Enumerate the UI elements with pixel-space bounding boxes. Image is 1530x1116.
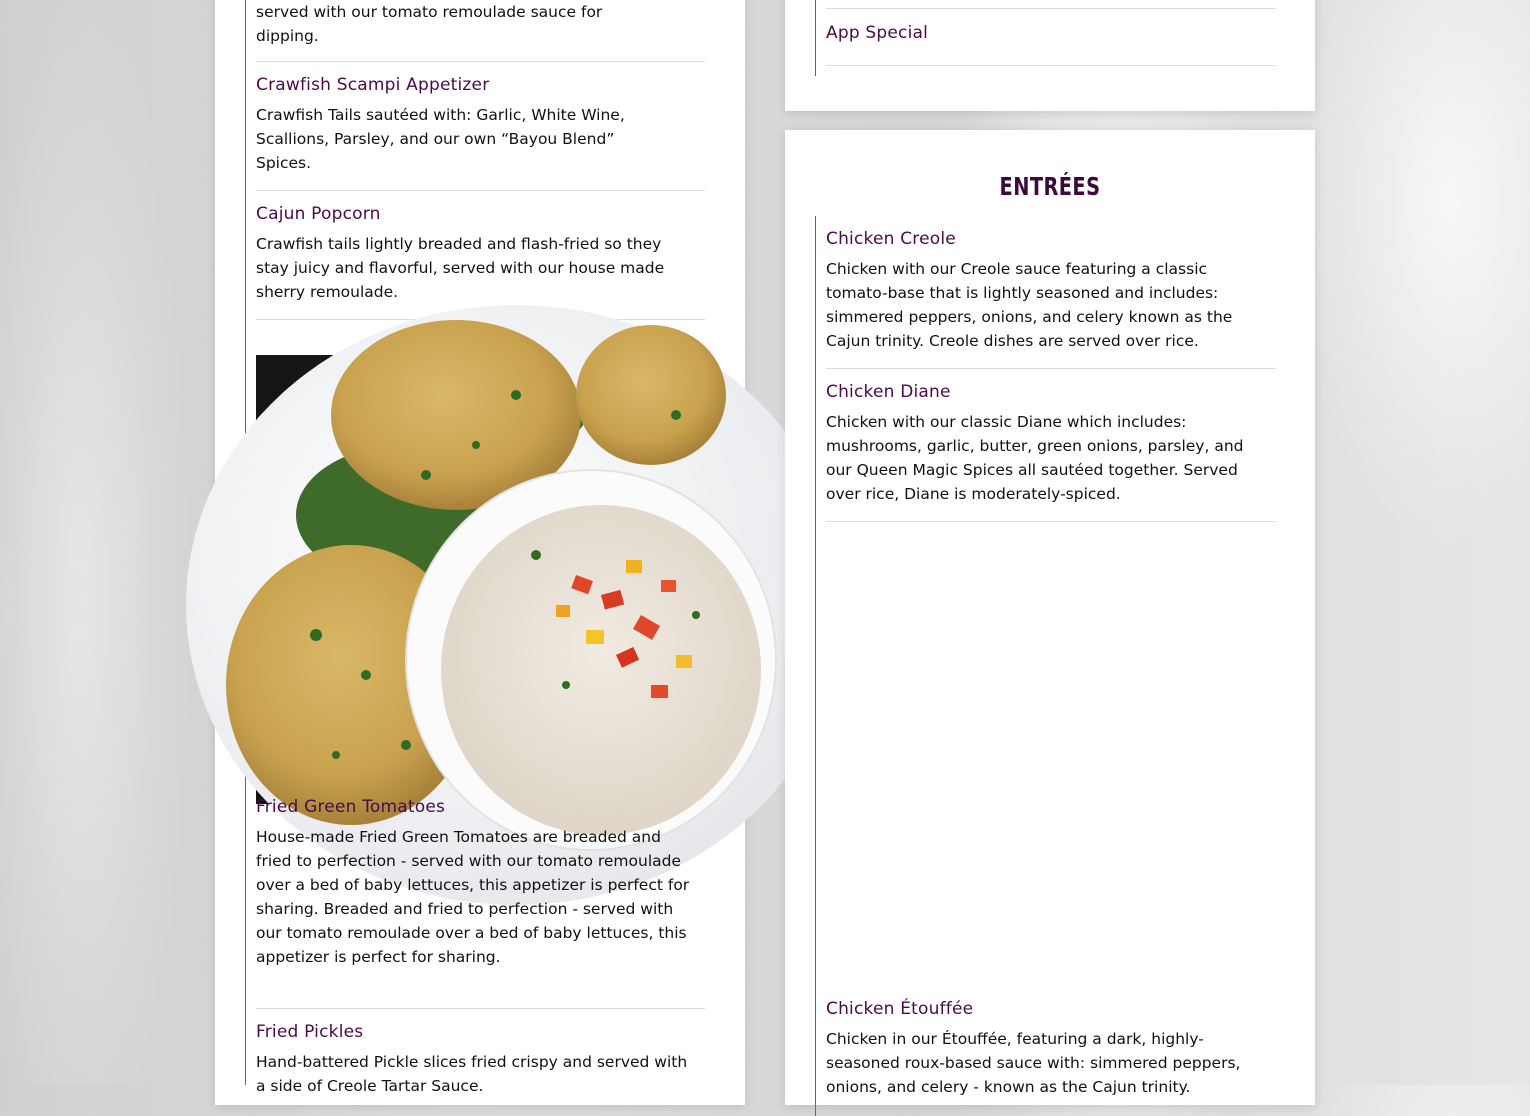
menu-item-description: House-made Fried Green Tomatoes are breaded and fried to perfection - served with our tomato remoulade over a bed of baby lettuces, this appetizer is perfect for sharing. Breaded and fried to perfection - served with our tomato remoulade over a bed of baby lettuces, this appetizer is perfect for sharing. xyxy=(256,828,690,966)
menu-item-description: Hand-battered Pickle slices fried crispy and served with a side of Creole Tartar Sauce. xyxy=(256,1053,688,1095)
menu-item-description: Chicken with our Creole sauce featuring a classic tomato-base that is lightly seasoned and includes: simmered peppers, onions, and celery known as the Cajun trinity. Creole dishes are served over rice. xyxy=(826,260,1233,350)
menu-item-title[interactable]: Chicken Creole xyxy=(826,229,956,249)
divider xyxy=(256,61,705,62)
appetizers-list xyxy=(245,0,705,1095)
menu-item-title[interactable]: Fried Green Tomatoes xyxy=(256,797,446,817)
divider xyxy=(826,8,1275,9)
appetizers-card xyxy=(215,0,745,1105)
app-special-list xyxy=(815,0,1275,76)
entrees-card xyxy=(785,130,1315,1105)
partial-item-description: served with our tomato remoulade sauce for dipping. xyxy=(256,3,603,45)
divider xyxy=(826,368,1275,369)
menu-item-cajun-popcorn[interactable] xyxy=(256,203,696,304)
menu-item-description: Crawfish Tails sautéed with: Garlic, White Wine, Scallions, Parsley, and our own “Bayou Blend” Spices. xyxy=(256,106,625,172)
menu-item-chicken-diane[interactable] xyxy=(826,381,1266,506)
menu-item-description: Chicken in our Étouffée, featuring a dark, highly-seasoned roux-based sauce with: simmered peppers, onions, and celery - known as the Cajun trinity. xyxy=(826,1030,1241,1096)
entrees-list xyxy=(815,216,1275,1116)
divider xyxy=(826,521,1275,522)
menu-item-chicken-etouffee[interactable] xyxy=(826,998,1266,1099)
menu-item-fried-pickles[interactable] xyxy=(256,1021,696,1098)
menu-item-title[interactable]: Cajun Popcorn xyxy=(256,204,381,224)
menu-item-description: Chicken with our classic Diane which includes: mushrooms, garlic, butter, green onions, parsley, and our Queen Magic Spices all sautéed together. Served over rice, Diane is moderately-spiced. xyxy=(826,413,1244,503)
menu-item-fried-green-tomatoes[interactable] xyxy=(256,796,696,969)
menu-item-title[interactable]: Fried Pickles xyxy=(256,1022,364,1042)
divider xyxy=(256,1008,705,1009)
menu-item-title[interactable]: Chicken Diane xyxy=(826,382,951,402)
menu-item-title[interactable]: Crawfish Scampi Appetizer xyxy=(256,75,490,95)
menu-item-app-special[interactable] xyxy=(826,22,1266,44)
menu-item-chicken-creole[interactable] xyxy=(826,228,1266,353)
menu-item-crawfish-scampi[interactable] xyxy=(256,74,676,175)
menu-item-description: Crawfish tails lightly breaded and flash-fried so they stay juicy and flavorful, served with our house made sherry remoulade. xyxy=(256,235,665,301)
divider xyxy=(256,190,705,191)
food-photo-illustration xyxy=(256,355,705,804)
section-heading-entrees: ENTRÉES xyxy=(999,172,1101,201)
fried-green-tomatoes-photo xyxy=(256,355,705,804)
menu-item-title[interactable]: App Special xyxy=(826,23,929,43)
divider xyxy=(826,65,1275,66)
app-special-card xyxy=(785,0,1315,111)
menu-item-title[interactable]: Chicken Étouffée xyxy=(826,999,974,1019)
